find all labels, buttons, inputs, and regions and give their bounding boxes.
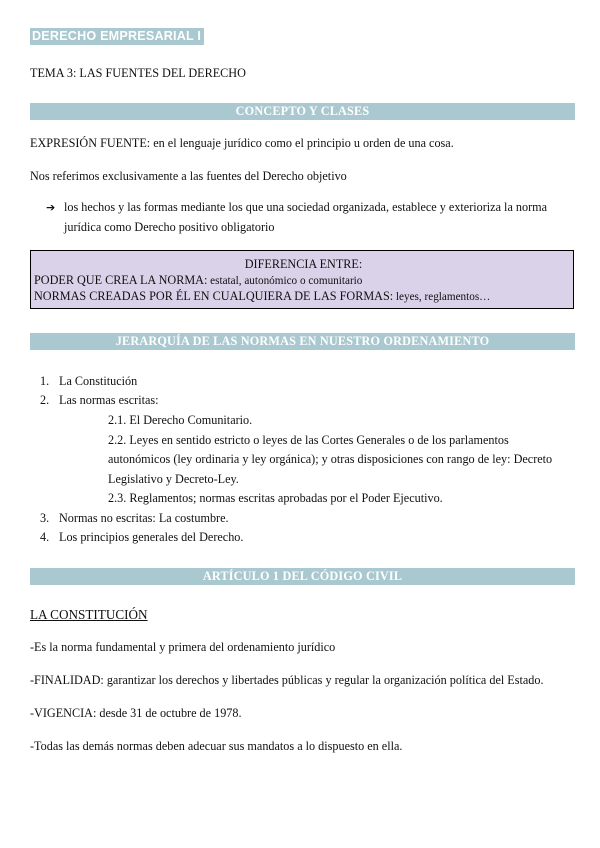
difference-label-2: NORMAS CREADAS POR ÉL EN CUALQUIERA DE LAS FORMAS: — [34, 289, 394, 303]
difference-box-title: DIFERENCIA ENTRE: — [244, 257, 363, 271]
list-number: 3. — [40, 511, 50, 525]
list-item: Las normas escritas: — [59, 393, 159, 407]
course-title: DERECHO EMPRESARIAL I — [30, 28, 204, 45]
subtitle-constitucion: LA CONSTITUCIÓN — [30, 607, 148, 622]
paragraph-expresion: EXPRESIÓN FUENTE: en el lenguaje jurídico como el principio u orden de una cosa. — [30, 136, 454, 150]
difference-label-1: PODER QUE CREA LA NORMA: — [34, 272, 208, 287]
list-item: Los principios generales del Derecho. — [59, 530, 244, 544]
sub-item-2-2-line-3: Legislativo y Decreto-Ley. — [108, 472, 239, 486]
difference-text-2: leyes, reglamentos… — [393, 291, 491, 303]
list-item: Normas no escritas: La costumbre. — [59, 511, 229, 525]
paragraph-finalidad: -FINALIDAD: garantizar los derechos y libertades públicas y regular la organización política del Estado. — [30, 673, 544, 687]
section-header-jerarquia: JERARQUÍA DE LAS NORMAS EN NUESTRO ORDENAMIENTO — [30, 333, 575, 350]
sub-item-2-1: 2.1. El Derecho Comunitario. — [108, 413, 253, 427]
sub-item-2-2-line-2: autonómicos (ley ordinaria y ley orgánica); y otras disposiciones con rango de ley: Decreto — [108, 452, 553, 466]
paragraph-fuentes: Nos referimos exclusivamente a las fuentes del Derecho objetivo — [30, 169, 347, 183]
topic-title: TEMA 3: LAS FUENTES DEL DERECHO — [30, 66, 246, 80]
list-number: 1. — [40, 374, 50, 388]
paragraph-demas-normas: -Todas las demás normas deben adecuar sus mandatos a lo dispuesto en ella. — [30, 739, 403, 753]
difference-line-2 — [34, 289, 573, 306]
list-item: La Constitución — [59, 374, 138, 388]
paragraph-vigencia: -VIGENCIA: desde 31 de octubre de 1978. — [30, 706, 242, 720]
paragraph-norma-fundamental: -Es la norma fundamental y primera del ordenamiento jurídico — [30, 640, 336, 654]
section-header-articulo: ARTÍCULO 1 DEL CÓDIGO CIVIL — [30, 568, 575, 585]
sub-item-2-2-line-1: 2.2. Leyes en sentido estricto o leyes de las Cortes Generales o de los parlamentos — [108, 433, 509, 447]
difference-line-1 — [34, 273, 573, 290]
bullet-line-2: jurídica como Derecho positivo obligatorio — [64, 220, 275, 234]
section-header-concepto: CONCEPTO Y CLASES — [30, 103, 575, 120]
sub-item-2-3: 2.3. Reglamentos; normas escritas aprobadas por el Poder Ejecutivo. — [108, 491, 443, 505]
difference-box — [30, 250, 574, 309]
list-number: 2. — [40, 393, 50, 407]
difference-text-1: estatal, autonómico o comunitario — [207, 274, 363, 287]
bullet-line-1: los hechos y las formas mediante los que una sociedad organizada, establece y exterioriza la norma — [64, 200, 548, 214]
right-arrow-icon: ➔ — [46, 201, 56, 214]
list-number: 4. — [40, 530, 50, 544]
